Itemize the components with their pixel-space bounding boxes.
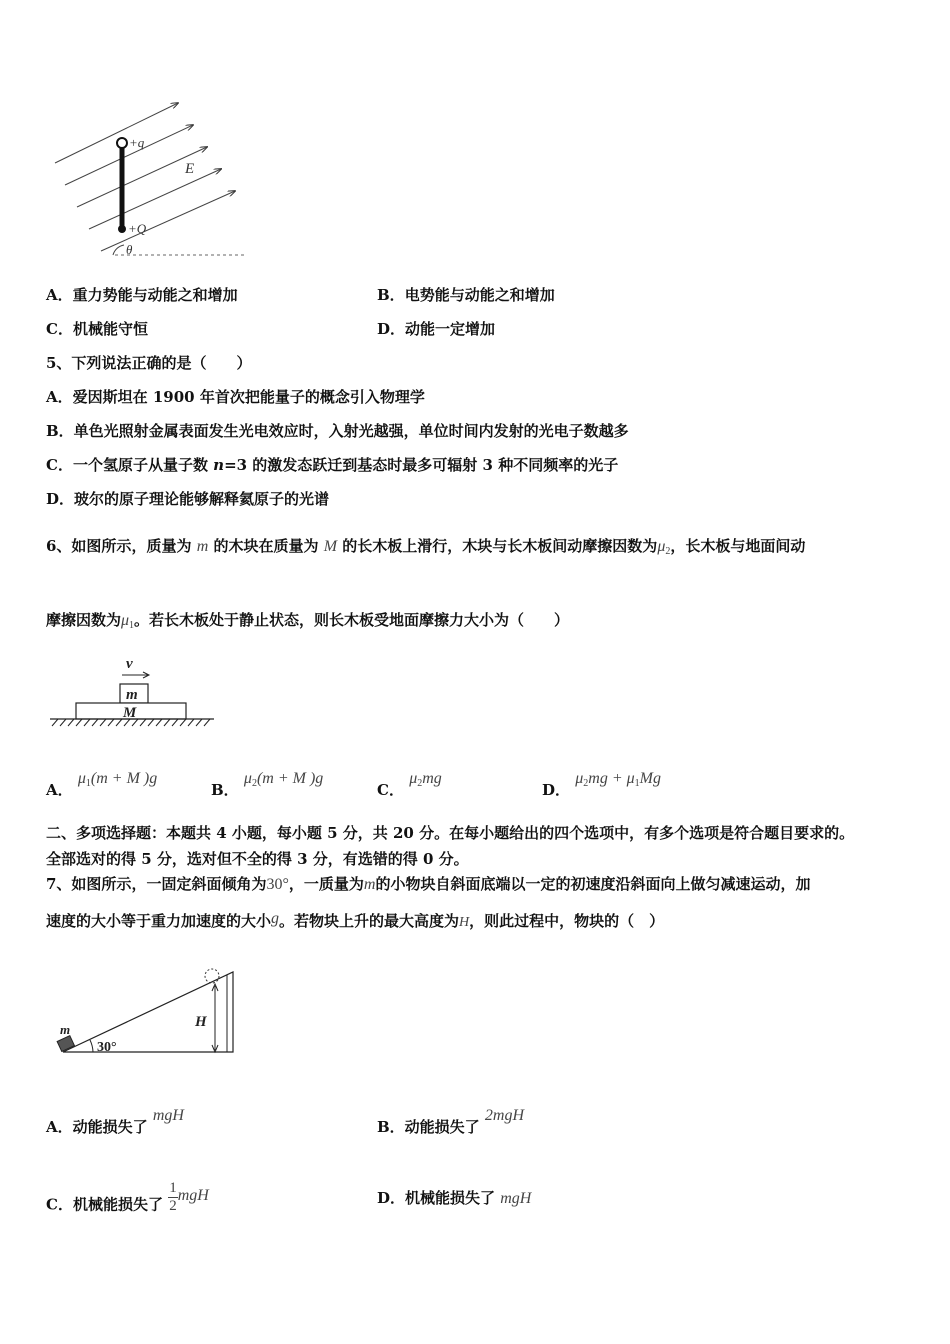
label-angle: 30° [97,1040,117,1055]
field-line [77,147,207,207]
field-line [65,125,193,185]
q4-field-figure [45,95,265,265]
q7-stem-line1: 7、如图所示，一固定斜面倾角为30°，一质量为m的小物块自斜面底端以一定的初速度沿斜面向上做匀减速运动，加 [46,875,811,893]
q4-option-c: C．机械能守恒 [46,320,148,338]
q7-incline-figure [55,962,245,1062]
q5-option-d: D．玻尔的原子理论能够解释氦原子的光谱 [46,490,330,508]
section2-line1: 二、多项选择题：本题共 4 小题，每小题 5 分，共 20 分。在每小题给出的四个选项中，有多个选项是符合题目要求的。 [46,824,855,842]
label-theta: θ [126,242,133,257]
q5-option-a: A．爱因斯坦在 1900 年首次把能量子的概念引入物理学 [46,388,425,406]
q4-option-b: B．电势能与动能之和增加 [377,286,555,304]
label-v: v [126,656,133,672]
q6-block-figure [48,652,218,732]
q5-option-c: C．一个氢原子从量子数 n=3 的激发态跃迁到基态时最多可辐射 3 种不同频率的光子 [46,456,619,474]
q4-option-a: A．重力势能与动能之和增加 [46,286,238,304]
label-M: M [123,705,137,721]
q5-stem: 5、下列说法正确的是（ ） [46,354,252,372]
top-block-dashed [205,969,219,983]
q7-option-a: A．动能损失了 mgH [46,1107,184,1136]
q6-stem-line1: 6、如图所示，质量为 m 的木块在质量为 M 的长木板上滑行，木块与长木板间动摩擦因数为$\mu_2$，长木板与地面间动 [46,537,806,557]
field-line [89,169,221,229]
q6-option-d: D． $\mu_2mg + \mu_1Mg$ [542,770,661,799]
fraction-one-half: $\frac{1}{2}$ [169,1180,177,1214]
charge-q [117,138,127,148]
q6-option-c: C． $\mu_2mg$ [377,770,442,799]
label-m: m [60,1022,71,1037]
q6-option-a: A． $\mu_1(m + M$ )g [46,770,158,799]
incline [63,972,233,1052]
q5-option-b: B．单色光照射金属表面发生光电效应时，入射光越强，单位时间内发射的光电子数越多 [46,422,629,440]
theta-arc [113,245,124,255]
q4-option-d: D．动能一定增加 [377,320,496,338]
q7-option-c: C．机械能损失了 $\frac{1}{2}$ mgH [46,1180,209,1214]
section2-line2: 全部选对的得 5 分，选对但不全的得 3 分，有选错的得 0 分。 [46,850,469,868]
label-Q: +Q [128,221,147,236]
q7-stem-line2: 速度的大小等于重力加速度的大小g。若物块上升的最大高度为H，则此过程中，物块的（ ） [46,910,665,930]
q7-option-d: D．机械能损失了 mgH [377,1189,532,1207]
field-line [55,103,178,163]
label-q: +q [129,135,145,150]
q6-option-b: B． $\mu_2(m + M$ )g [211,770,324,799]
q7-option-b: B．动能损失了 2mgH [377,1107,525,1136]
label-E: E [185,161,195,177]
q6-stem-line2: 摩擦因数为$\mu_1$。若长木板处于静止状态，则长木板受地面摩擦力大小为（ ） [46,611,570,631]
charge-Q [118,225,126,233]
label-m: m [126,687,138,703]
label-H: H [195,1014,207,1030]
